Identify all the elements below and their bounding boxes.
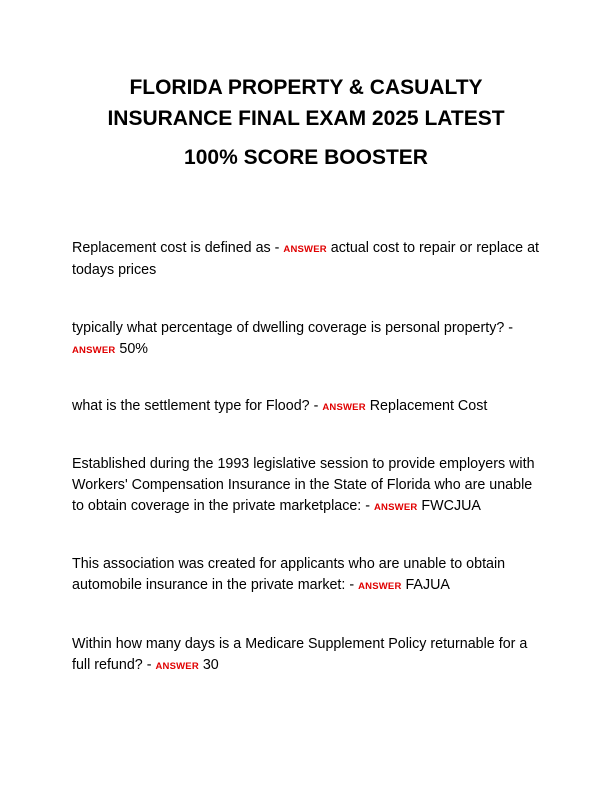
question-text: typically what percentage of dwelling coverage is personal property? - bbox=[72, 320, 514, 336]
answer-text: Replacement Cost bbox=[365, 398, 488, 414]
qa-item bbox=[72, 554, 544, 597]
title-line-1: FLORIDA PROPERTY & CASUALTY bbox=[129, 76, 483, 99]
title-line-3: 100% SCORE BOOSTER bbox=[184, 146, 428, 169]
question-text: Replacement cost is defined as - bbox=[72, 240, 284, 256]
question-text: Established during the 1993 legislative session to provide employers with Workers' Compensation Insurance in the State of Florida who are unable to obtain coverage in the private marketplace: - bbox=[72, 456, 535, 514]
document-title bbox=[72, 72, 540, 173]
question-text: Within how many days is a Medicare Supplement Policy returnable for a full refund? - bbox=[72, 636, 528, 673]
title-line-2: INSURANCE FINAL EXAM 2025 LATEST bbox=[107, 107, 505, 130]
answer-text: actual cost to repair or replace at todays prices bbox=[72, 240, 539, 278]
answer-label: ANSWER bbox=[72, 345, 116, 356]
answer-text: FWCJUA bbox=[417, 498, 481, 514]
answer-text: FAJUA bbox=[401, 577, 450, 593]
answer-text: 50% bbox=[115, 341, 149, 357]
answer-label: ANSWER bbox=[322, 402, 366, 413]
qa-item bbox=[72, 634, 544, 677]
answer-label: ANSWER bbox=[155, 661, 199, 672]
answer-label: ANSWER bbox=[374, 502, 418, 513]
answer-text: 30 bbox=[198, 657, 219, 673]
answer-label: ANSWER bbox=[358, 581, 402, 592]
qa-item bbox=[72, 396, 544, 418]
question-text: what is the settlement type for Flood? - bbox=[72, 398, 323, 414]
question-text: This association was created for applicants who are unable to obtain automobile insurance in the private market: - bbox=[72, 556, 506, 593]
qa-item bbox=[72, 238, 544, 281]
qa-item bbox=[72, 318, 544, 361]
answer-label: ANSWER bbox=[283, 244, 327, 255]
qa-item bbox=[72, 454, 544, 518]
